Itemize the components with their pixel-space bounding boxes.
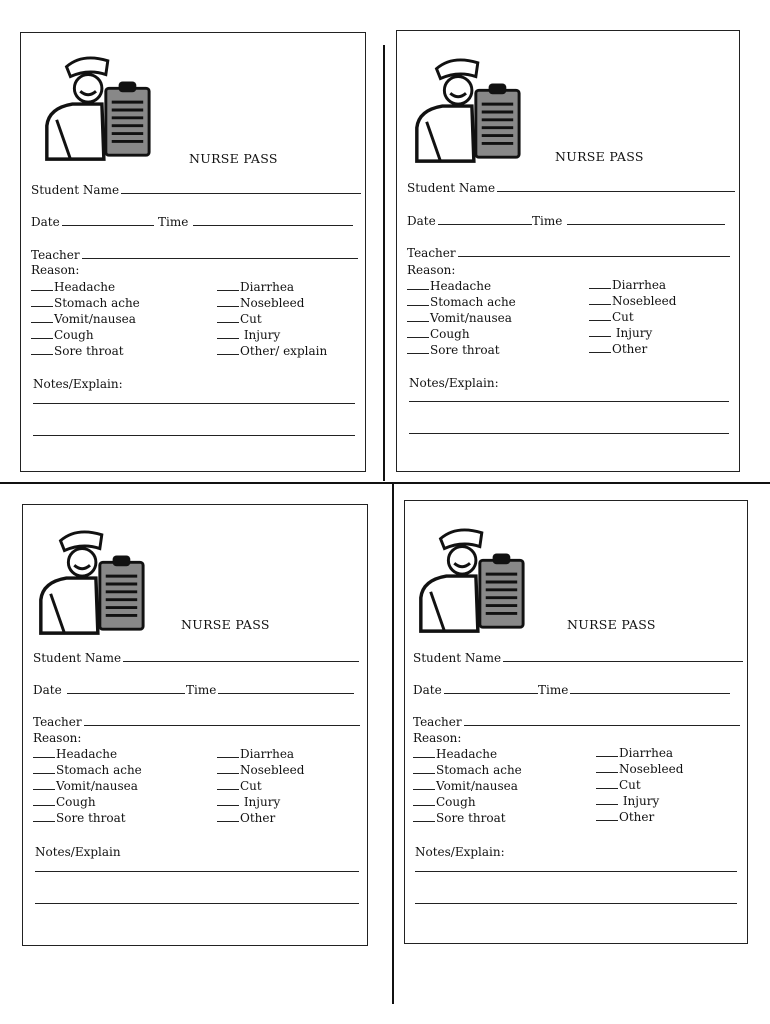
option-label: Cough — [54, 328, 94, 342]
pass-title: NURSE PASS — [567, 617, 656, 632]
option-label: Stomach ache — [436, 763, 522, 777]
student-name-label: Student Name — [407, 181, 496, 195]
option-label: Sore throat — [54, 344, 124, 358]
nurse-with-clipboard-icon — [37, 49, 155, 167]
nurse-pass-card-2 — [396, 30, 740, 472]
time-field[interactable] — [538, 683, 730, 697]
reason-label: Reason: — [31, 263, 80, 277]
horizontal-cut-line — [0, 482, 770, 484]
option-label: Cut — [612, 310, 634, 324]
option-label: Other/ explain — [240, 344, 328, 358]
notes-label: Notes/Explain — [35, 845, 121, 859]
option-label: Cough — [436, 795, 476, 809]
option-vomit-nausea[interactable] — [407, 311, 512, 325]
option-diarrhea[interactable] — [217, 747, 294, 761]
date-label: Date — [413, 683, 442, 697]
vertical-cut-line-top — [383, 45, 385, 481]
date-field[interactable] — [413, 683, 538, 697]
time-label: Time — [538, 683, 569, 697]
option-headache[interactable] — [413, 747, 497, 761]
option-label: Headache — [430, 279, 492, 293]
time-label: Time — [186, 683, 217, 697]
option-label: Stomach ache — [54, 296, 140, 310]
option-label: Injury — [240, 795, 281, 809]
option-label: Cut — [619, 778, 641, 792]
date-label: Date — [33, 683, 62, 697]
option-label: Injury — [240, 328, 281, 342]
teacher-field[interactable] — [33, 715, 360, 729]
teacher-label: Teacher — [33, 715, 82, 729]
option-label: Vomit/nausea — [430, 311, 512, 325]
teacher-label: Teacher — [407, 246, 456, 260]
option-sore-throat[interactable] — [31, 344, 124, 358]
option-label: Cough — [430, 327, 470, 341]
notes-line-2[interactable] — [415, 903, 737, 904]
option-label: Vomit/nausea — [56, 779, 138, 793]
teacher-field[interactable] — [31, 248, 358, 262]
student-name-label: Student Name — [33, 651, 122, 665]
option-sore-throat[interactable] — [33, 811, 126, 825]
time-label: Time — [532, 214, 563, 228]
option-vomit-nausea[interactable] — [33, 779, 138, 793]
option-label: Injury — [619, 794, 660, 808]
option-diarrhea[interactable] — [217, 280, 294, 294]
option-label: Other — [612, 342, 648, 356]
option-cut[interactable] — [217, 312, 262, 326]
notes-label: Notes/Explain: — [415, 845, 505, 859]
option-label: Sore throat — [56, 811, 126, 825]
option-label: Vomit/nausea — [436, 779, 518, 793]
nurse-pass-card-1 — [20, 32, 366, 472]
nurse-pass-card-4 — [404, 500, 748, 944]
date-label: Date — [31, 215, 60, 229]
option-injury[interactable] — [217, 328, 280, 342]
notes-line-2[interactable] — [35, 903, 359, 904]
student-name-label: Student Name — [31, 183, 120, 197]
option-injury[interactable] — [217, 795, 280, 809]
option-label: Diarrhea — [612, 278, 667, 292]
teacher-field[interactable] — [407, 246, 730, 260]
option-label: Cut — [240, 312, 262, 326]
option-cut[interactable] — [589, 310, 634, 324]
teacher-field[interactable] — [413, 715, 740, 729]
notes-line-1[interactable] — [35, 871, 359, 872]
option-label: Headache — [436, 747, 498, 761]
option-diarrhea[interactable] — [589, 278, 666, 292]
option-label: Cough — [56, 795, 96, 809]
option-stomach-ache[interactable] — [413, 763, 522, 777]
option-nosebleed[interactable] — [217, 763, 304, 777]
teacher-label: Teacher — [31, 248, 80, 262]
option-label: Vomit/nausea — [54, 312, 136, 326]
student-name-label: Student Name — [413, 651, 502, 665]
option-sore-throat[interactable] — [407, 343, 500, 357]
option-label: Headache — [54, 280, 116, 294]
option-stomach-ache[interactable] — [33, 763, 142, 777]
pass-title: NURSE PASS — [181, 617, 270, 632]
option-label: Diarrhea — [619, 746, 674, 760]
time-field[interactable] — [158, 215, 353, 229]
option-label: Cut — [240, 779, 262, 793]
option-vomit-nausea[interactable] — [413, 779, 518, 793]
option-cough[interactable] — [407, 327, 470, 341]
notes-label: Notes/Explain: — [409, 376, 499, 390]
student-name-field[interactable] — [31, 183, 361, 197]
time-label: Time — [158, 215, 189, 229]
option-cough[interactable] — [31, 328, 94, 342]
student-name-field[interactable] — [407, 181, 735, 195]
option-label: Sore throat — [430, 343, 500, 357]
option-nosebleed[interactable] — [217, 296, 304, 310]
option-label: Other — [240, 811, 276, 825]
reason-label: Reason: — [33, 731, 82, 745]
option-vomit-nausea[interactable] — [31, 312, 136, 326]
option-cut[interactable] — [596, 778, 641, 792]
option-headache[interactable] — [31, 280, 115, 294]
time-field[interactable] — [186, 683, 354, 697]
nurse-with-clipboard-icon — [31, 523, 149, 641]
vertical-cut-line-bottom — [392, 484, 394, 1004]
option-cough[interactable] — [413, 795, 476, 809]
option-injury[interactable] — [596, 794, 659, 808]
option-label: Sore throat — [436, 811, 506, 825]
pass-title: NURSE PASS — [555, 149, 644, 164]
time-field[interactable] — [532, 214, 725, 228]
option-label: Headache — [56, 747, 118, 761]
option-label: Other — [619, 810, 655, 824]
notes-label: Notes/Explain: — [33, 377, 123, 391]
student-name-field[interactable] — [33, 651, 359, 665]
reason-label: Reason: — [407, 263, 456, 277]
nurse-with-clipboard-icon — [407, 51, 525, 169]
option-headache[interactable] — [407, 279, 491, 293]
option-stomach-ache[interactable] — [407, 295, 516, 309]
pass-title: NURSE PASS — [189, 151, 278, 166]
option-stomach-ache[interactable] — [31, 296, 140, 310]
option-cut[interactable] — [217, 779, 262, 793]
date-label: Date — [407, 214, 436, 228]
option-other[interactable] — [217, 344, 327, 358]
nurse-pass-card-3 — [22, 504, 368, 946]
notes-line-1[interactable] — [415, 871, 737, 872]
option-label: Nosebleed — [612, 294, 677, 308]
option-nosebleed[interactable] — [596, 762, 683, 776]
notes-line-1[interactable] — [409, 401, 729, 402]
option-label: Nosebleed — [240, 763, 305, 777]
option-nosebleed[interactable] — [589, 294, 676, 308]
nurse-with-clipboard-icon — [411, 521, 529, 639]
date-field[interactable] — [31, 215, 154, 229]
option-label: Diarrhea — [240, 747, 295, 761]
notes-line-2[interactable] — [409, 433, 729, 434]
notes-line-1[interactable] — [33, 403, 355, 404]
option-other[interactable] — [596, 810, 654, 824]
option-label: Nosebleed — [619, 762, 684, 776]
date-field[interactable] — [407, 214, 532, 228]
student-name-field[interactable] — [413, 651, 743, 665]
option-label: Stomach ache — [56, 763, 142, 777]
option-label: Stomach ache — [430, 295, 516, 309]
option-label: Nosebleed — [240, 296, 305, 310]
teacher-label: Teacher — [413, 715, 462, 729]
notes-line-2[interactable] — [33, 435, 355, 436]
date-field[interactable] — [33, 683, 185, 697]
option-sore-throat[interactable] — [413, 811, 506, 825]
option-label: Injury — [612, 326, 653, 340]
reason-label: Reason: — [413, 731, 462, 745]
option-other[interactable] — [217, 811, 275, 825]
option-label: Diarrhea — [240, 280, 295, 294]
option-headache[interactable] — [33, 747, 117, 761]
option-diarrhea[interactable] — [596, 746, 673, 760]
option-injury[interactable] — [589, 326, 652, 340]
option-other[interactable] — [589, 342, 647, 356]
option-cough[interactable] — [33, 795, 96, 809]
